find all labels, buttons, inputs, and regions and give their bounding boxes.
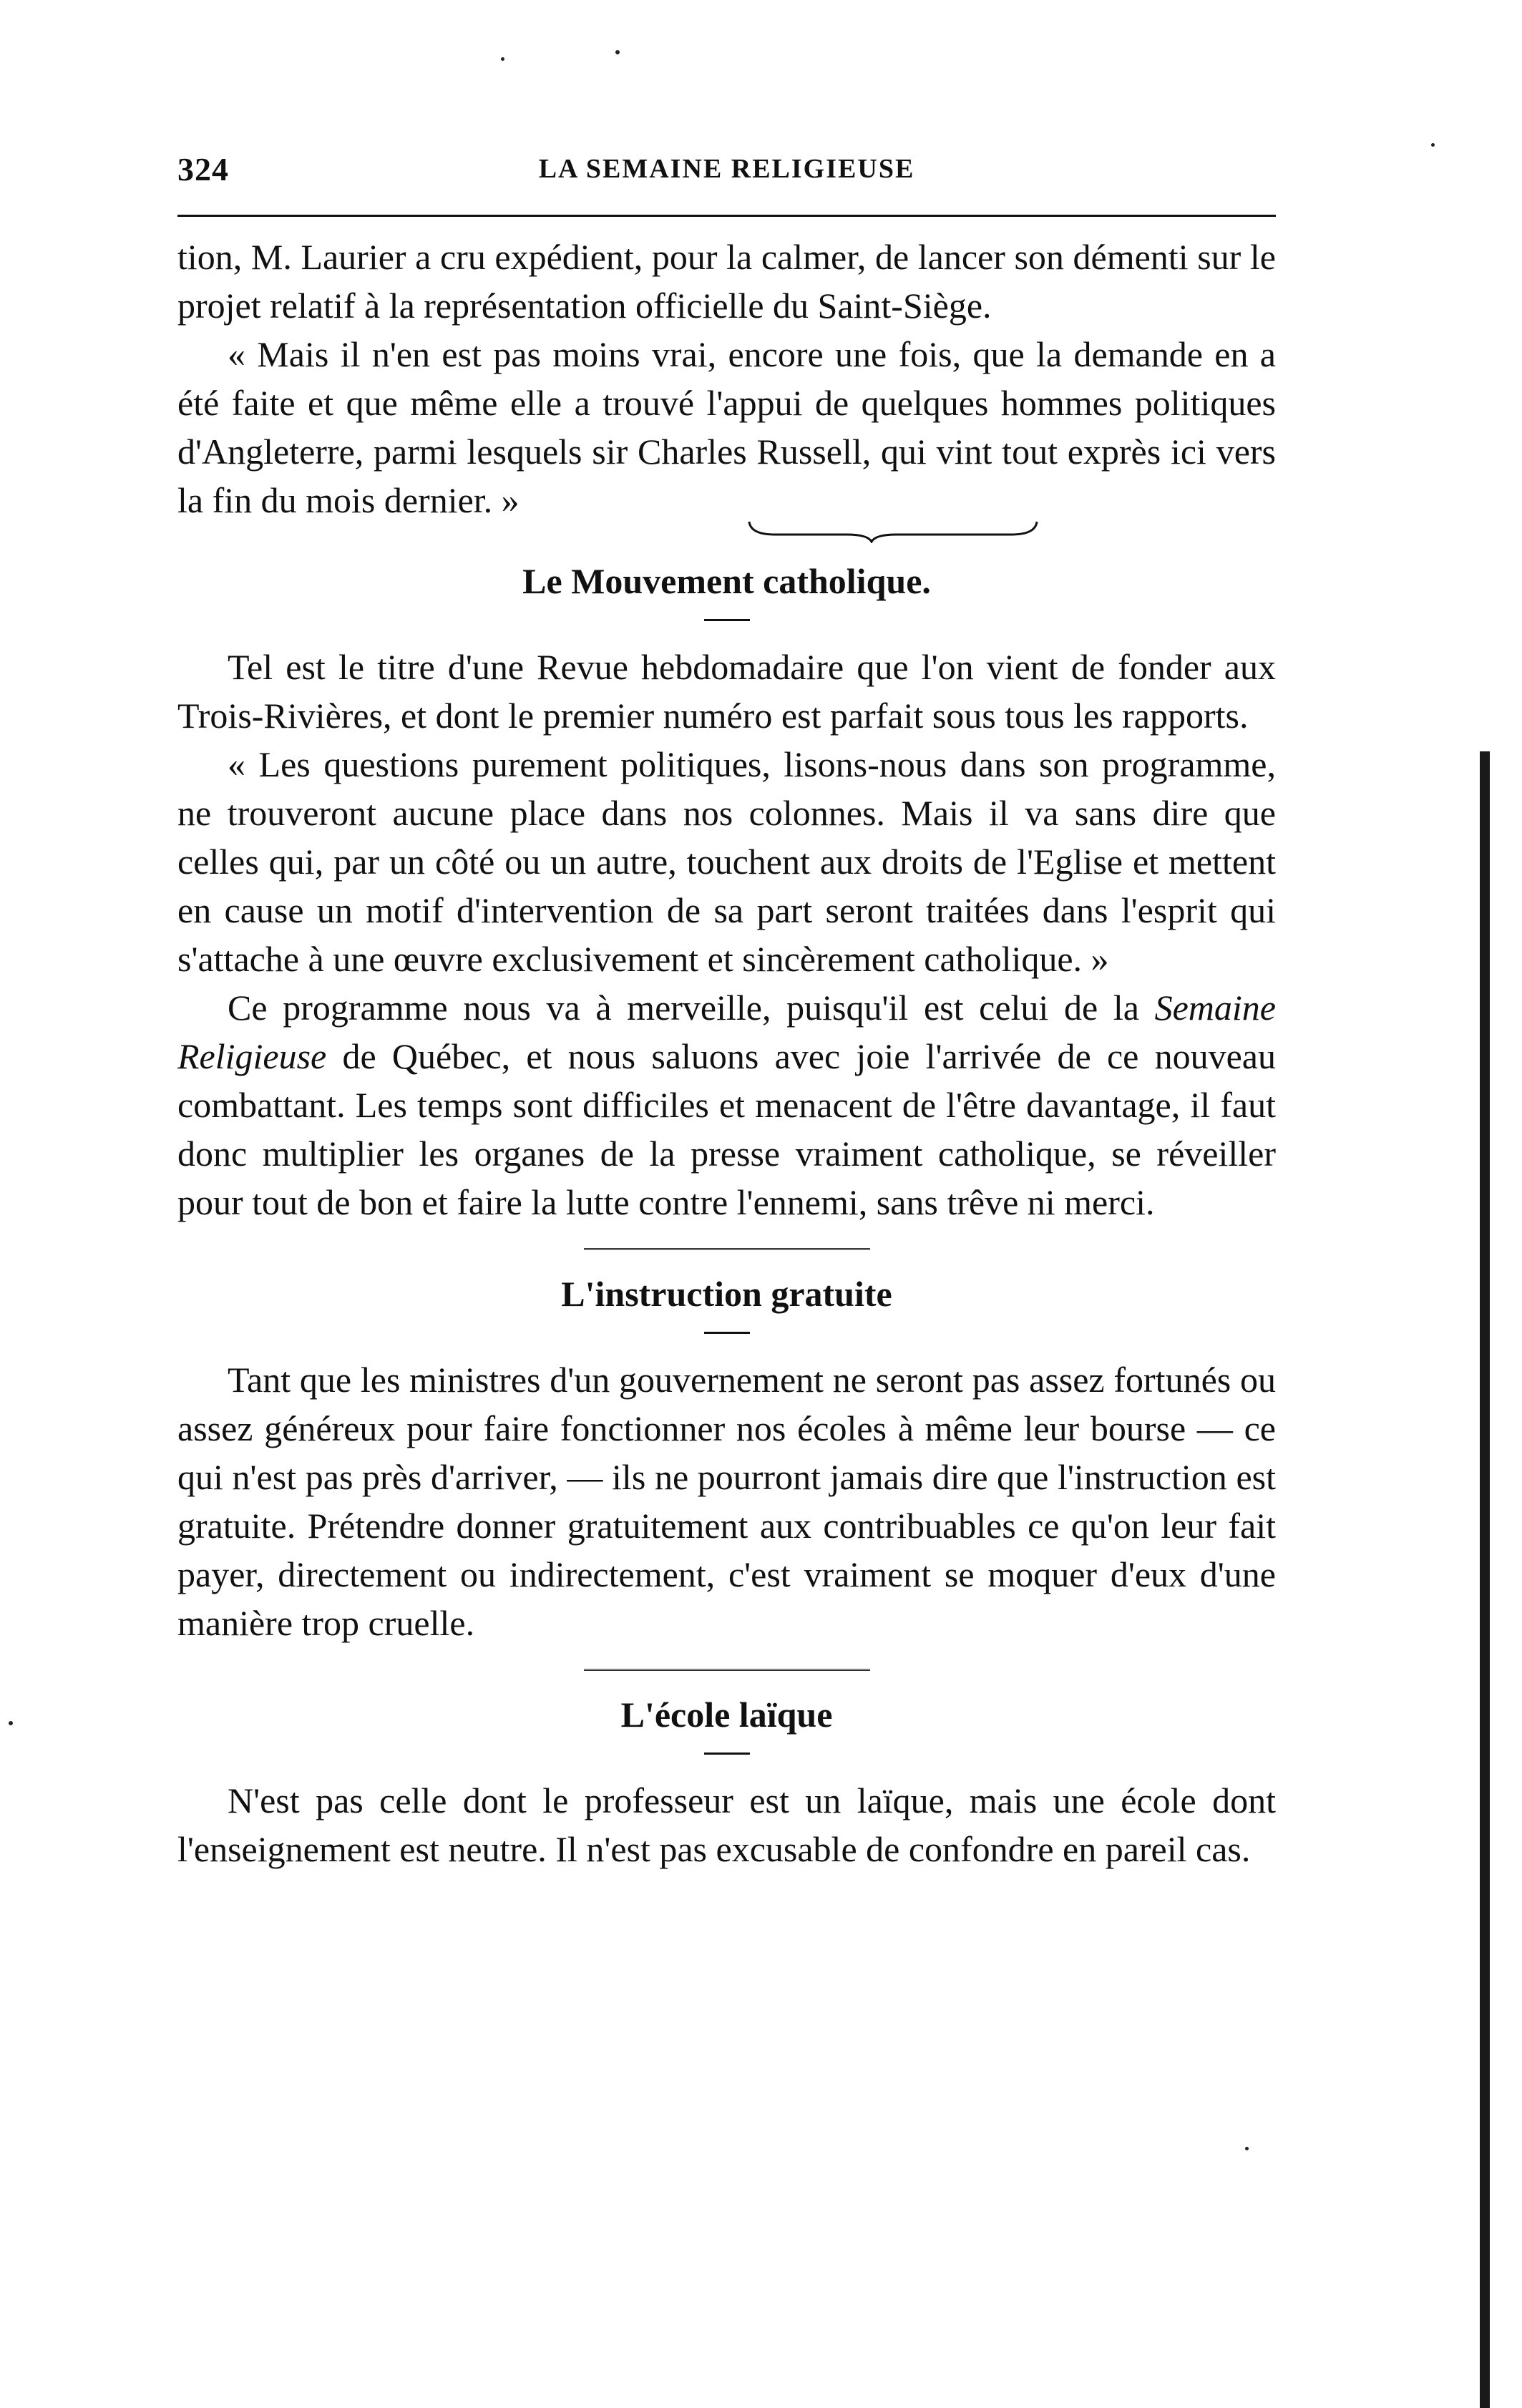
journal-title: LA SEMAINE RELIGIEUSE [538,154,915,184]
running-head [177,150,1276,193]
journal-name-italic: Semaine Religieuse [177,988,1276,1076]
ink-speck [501,57,504,61]
title-rule [704,1332,750,1334]
mouvement-paragraph-3 [177,983,1276,1227]
ink-speck [1245,2147,1249,2150]
section-title-instruction-gratuite: L'instruction gratuite [561,1274,892,1314]
section-title-mouvement-catholique: Le Mouvement catholique. [522,561,931,601]
body-text [177,233,1276,1873]
intro-paragraph-2: « Mais il n'en est pas moins vrai, encore une fois, que la demande en a été faite et que même elle a trouvé l'appui de quelques hommes politiques d'Angleterre, parmi lesquels sir Charles Russell, qui vint tout exprès ici vers la fin du mois dernier. » [177,334,1276,520]
section-title-ecole-laique: L'école laïque [620,1695,833,1735]
intro-paragraph-1: tion, M. Laurier a cru expédient, pour la calmer, de lancer son démenti sur le projet relatif à la représentation officielle du Saint-Siège. [177,237,1276,326]
mouvement-p3-end: de Québec, et nous saluons avec joie l'arrivée de ce nouveau combattant. Les temps sont difficiles et menacent de l'être davantage, il faut donc multiplier les organes de la presse vraiment catholique, se réveiller pour tout de bon et faire la lutte contre l'ennemi, sans trêve ni merci. [177,1036,1276,1222]
ink-speck [1431,143,1435,147]
binding-edge [1480,751,1490,2408]
mouvement-paragraph-2: « Les questions purement politiques, lisons-nous dans son programme, ne trouveront aucune place dans nos colonnes. Mais il va sans dire que celles qui, par un côté ou un autre, touchent aux droits de l'Eglise et mettent en cause un motif d'intervention de sa part seront traitées dans l'esprit qui s'attache à une œuvre exclusivement et sincèrement catholique. » [177,744,1276,979]
ink-speck [9,1721,13,1725]
section-divider [584,1248,870,1250]
header-rule [177,215,1276,217]
ecole-laique-paragraph: N'est pas celle dont le professeur est un laïque, mais une école dont l'enseignement est neutre. Il n'est pas excusable de confondre en pareil cas. [177,1780,1276,1869]
brace-mark [746,519,1040,543]
instruction-paragraph: Tant que les ministres d'un gouvernement ne seront pas assez fortunés ou assez généreux pour faire fonctionner nos écoles à même leur bourse — ce qui n'est pas près d'arriver, — ils ne pourront jamais dire que l'instruction est gratuite. Prétendre donner gratuitement aux contribuables ce qu'on leur fait payer, directement ou indirectement, c'est vraiment se moquer d'eux d'une manière trop cruelle. [177,1360,1276,1643]
title-rule [704,1753,750,1755]
page-number: 324 [177,151,229,187]
section-divider [584,1669,870,1671]
ink-speck [615,50,620,54]
title-rule [704,619,750,621]
mouvement-p3-start: Ce programme nous va à merveille, puisqu'il est celui de la [228,988,1155,1028]
mouvement-paragraph-1: Tel est le titre d'une Revue hebdomadaire que l'on vient de fonder aux Trois-Rivières, et dont le premier numéro est parfait sous tous les rapports. [177,647,1276,736]
